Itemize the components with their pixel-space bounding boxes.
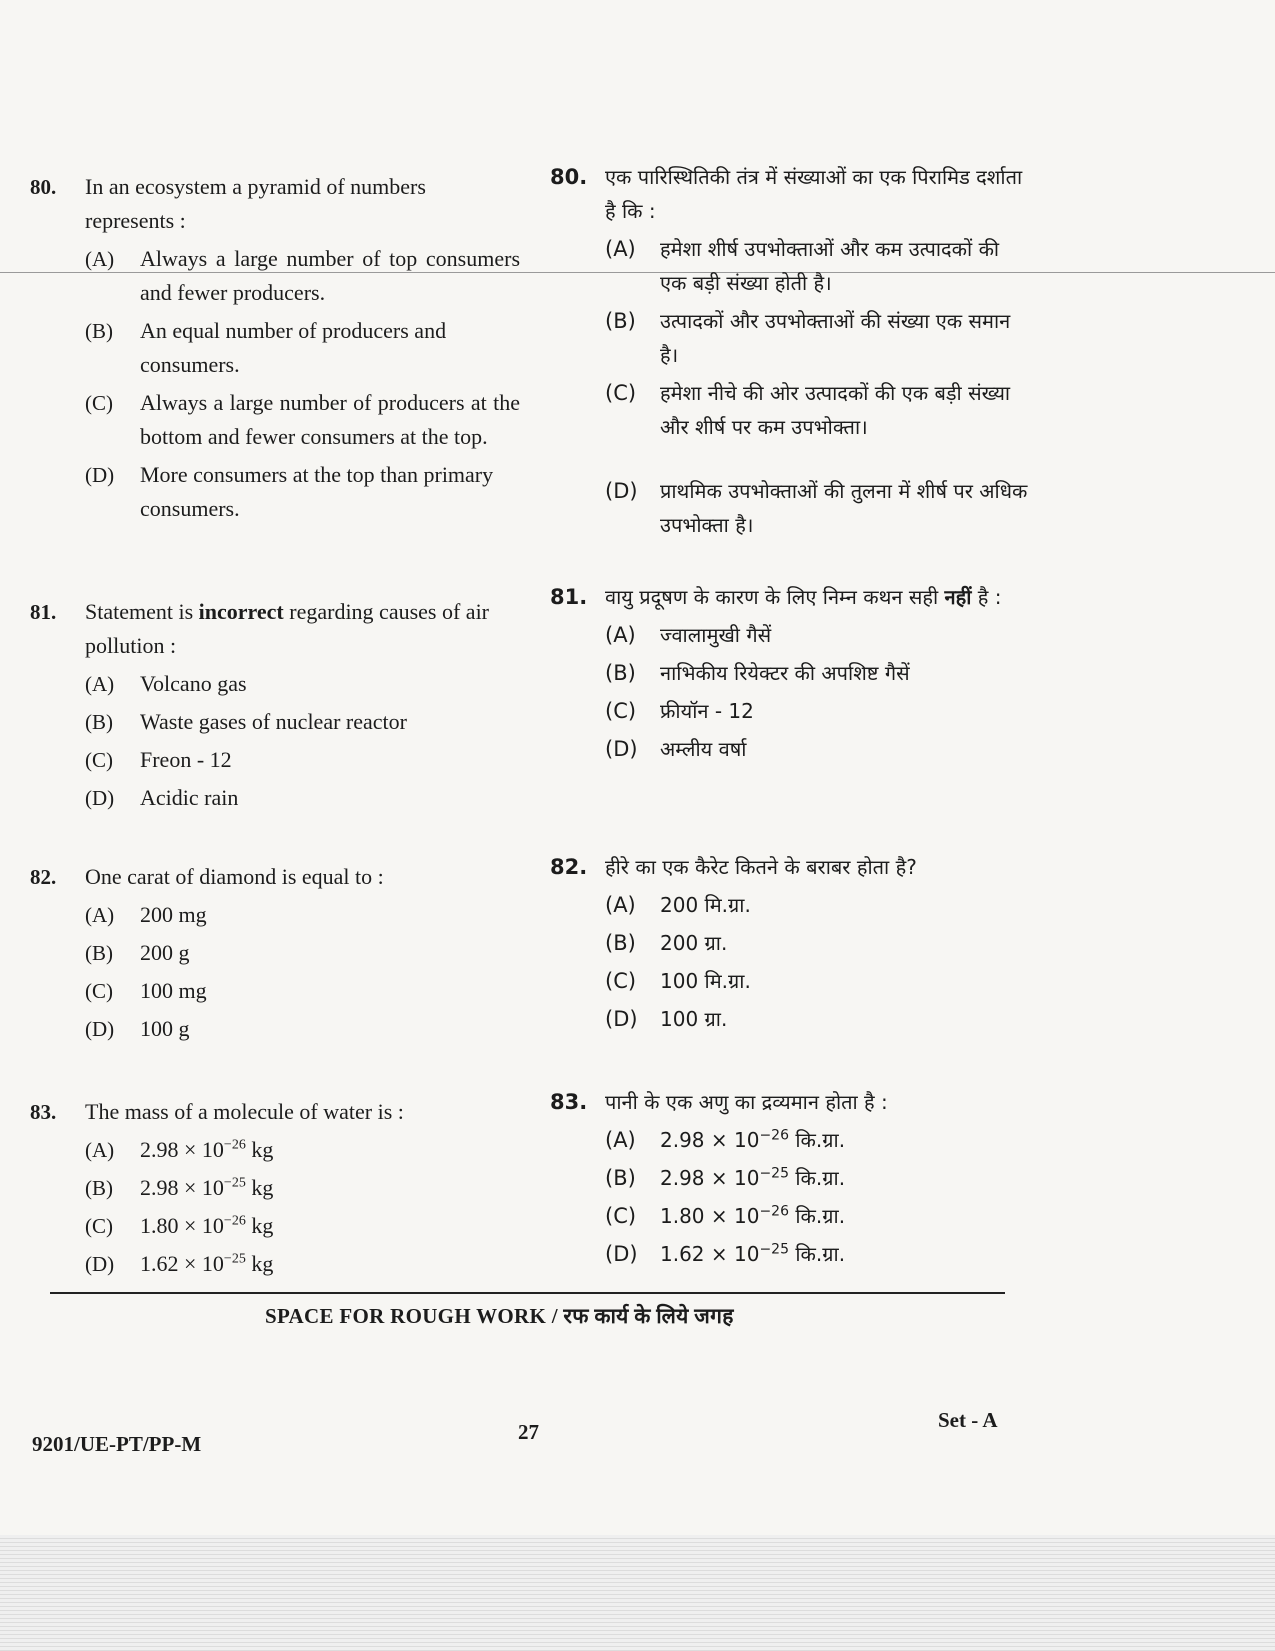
option-b <box>605 656 1030 690</box>
question-81-en <box>30 595 520 815</box>
question-80-en <box>30 170 520 526</box>
option-a <box>605 618 1030 652</box>
value-base: 2.98 × 10 <box>140 1137 224 1162</box>
value-base: 1.62 × 10 <box>140 1251 224 1276</box>
option-c <box>605 694 1030 728</box>
question-number: 82. <box>30 865 57 889</box>
option-d <box>85 1012 520 1046</box>
option-label: (C) <box>85 1214 113 1238</box>
option-b <box>85 705 520 739</box>
option-d <box>605 1237 1030 1271</box>
option-label: (B) <box>605 1166 636 1190</box>
option-c <box>605 376 1030 444</box>
option-label: (A) <box>85 672 115 696</box>
question-text-part: है : <box>971 585 1002 609</box>
value-exponent: −25 <box>759 1165 789 1182</box>
option-label: (D) <box>85 463 115 487</box>
option-c <box>85 743 520 777</box>
option-text: हमेशा नीचे की ओर उत्पादकों की एक बड़ी संख्या और शीर्ष पर कम उपभोक्ता। <box>660 381 1011 439</box>
question-text-part: Statement is <box>85 599 199 624</box>
option-text <box>660 1237 1030 1271</box>
option-label: (D) <box>85 1252 115 1276</box>
value-unit: kg <box>245 1251 274 1276</box>
option-label: (A) <box>605 1128 636 1152</box>
option-text: 100 ग्रा. <box>660 1007 728 1031</box>
option-a <box>85 1133 520 1167</box>
option-c <box>85 386 520 454</box>
value-exponent: −26 <box>223 1213 246 1229</box>
question-text <box>605 580 1030 614</box>
question-number: 80. <box>550 165 588 189</box>
rough-work-label: SPACE FOR ROUGH WORK / रफ कार्य के लिये जगह <box>265 1304 734 1328</box>
option-text: 200 मि.ग्रा. <box>660 893 751 917</box>
option-label: (D) <box>605 479 638 503</box>
option-text: प्राथमिक उपभोक्ताओं की तुलना में शीर्ष पर अधिक उपभोक्ता है। <box>660 479 1028 537</box>
question-83-hi <box>550 1085 1030 1271</box>
option-b <box>605 926 1030 960</box>
option-label: (D) <box>85 786 115 810</box>
option-c <box>605 1199 1030 1233</box>
scan-bottom-edge <box>0 1535 1275 1651</box>
value-unit: कि.ग्रा. <box>789 1166 846 1190</box>
question-80-hi <box>550 160 1030 542</box>
option-label: (A) <box>605 623 636 647</box>
question-text-emphasis: नहीं <box>944 585 972 609</box>
option-text: 200 g <box>140 940 190 965</box>
option-text: Always a large number of producers at the bottom and fewer consumers at the top. <box>140 390 520 449</box>
option-label: (B) <box>605 661 636 685</box>
value-base: 1.80 × 10 <box>140 1213 224 1238</box>
option-label: (C) <box>85 748 113 772</box>
option-text <box>660 1199 1030 1233</box>
paper-code: 9201/UE-PT/PP-M <box>32 1432 202 1456</box>
option-label: (D) <box>605 1242 638 1266</box>
option-text <box>660 1161 1030 1195</box>
option-label: (D) <box>605 737 638 761</box>
option-text: 100 मि.ग्रा. <box>660 969 751 993</box>
option-text: More consumers at the top than primary consumers. <box>140 462 494 521</box>
question-82-hi <box>550 850 1030 1036</box>
option-text: Acidic rain <box>140 785 239 810</box>
value-unit: कि.ग्रा. <box>789 1242 846 1266</box>
set-label: Set - A <box>938 1408 998 1432</box>
value-exponent: −25 <box>223 1251 246 1267</box>
option-label: (D) <box>85 1017 115 1041</box>
option-b <box>85 1171 520 1205</box>
option-a <box>605 1123 1030 1157</box>
question-number: 81. <box>550 585 588 609</box>
option-label: (C) <box>605 699 637 723</box>
question-text: The mass of a molecule of water is : <box>85 1099 404 1124</box>
option-d <box>605 1002 1030 1036</box>
option-text <box>140 1171 520 1205</box>
option-label: (B) <box>85 710 113 734</box>
option-text <box>140 1133 520 1167</box>
option-label: (C) <box>605 1204 637 1228</box>
option-text: 100 mg <box>140 978 207 1003</box>
question-83-en <box>30 1095 520 1281</box>
value-base: 2.98 × 10 <box>140 1175 224 1200</box>
question-text: एक पारिस्थितिकी तंत्र में संख्याओं का एक पिरामिड दर्शाता है कि : <box>605 165 1023 223</box>
option-b <box>85 936 520 970</box>
question-number: 81. <box>30 600 57 624</box>
question-81-hi <box>550 580 1030 766</box>
value-unit: कि.ग्रा. <box>789 1204 846 1228</box>
question-82-en <box>30 860 520 1046</box>
option-text: Freon - 12 <box>140 747 232 772</box>
option-label: (C) <box>85 979 113 1003</box>
rough-work-divider <box>50 1292 1005 1294</box>
value-unit: kg <box>245 1175 274 1200</box>
option-label: (C) <box>85 391 113 415</box>
value-base: 1.80 × 10 <box>660 1204 760 1228</box>
option-label: (A) <box>605 237 636 261</box>
question-number: 83. <box>30 1100 57 1124</box>
value-unit: kg <box>245 1137 274 1162</box>
option-text: ज्वालामुखी गैसें <box>660 623 772 647</box>
value-exponent: −26 <box>759 1127 789 1144</box>
question-number: 83. <box>550 1090 588 1114</box>
option-label: (C) <box>605 381 637 405</box>
option-b <box>605 1161 1030 1195</box>
option-c <box>605 964 1030 998</box>
option-text <box>140 1247 520 1281</box>
option-text: हमेशा शीर्ष उपभोक्ताओं और कम उत्पादकों की एक बड़ी संख्या होती है। <box>660 237 1000 295</box>
option-a <box>85 667 520 701</box>
value-base: 2.98 × 10 <box>660 1166 760 1190</box>
option-label: (A) <box>85 903 115 927</box>
page-number: 27 <box>518 1420 539 1444</box>
option-text: An equal number of producers and consumers. <box>140 318 447 377</box>
option-text: 200 mg <box>140 902 207 927</box>
option-text: 200 ग्रा. <box>660 931 728 955</box>
option-label: (B) <box>85 1176 113 1200</box>
question-text-emphasis: incorrect <box>198 599 284 624</box>
option-d <box>605 732 1030 766</box>
question-text: पानी के एक अणु का द्रव्यमान होता है : <box>605 1090 888 1114</box>
option-label: (C) <box>605 969 637 993</box>
option-d <box>85 781 520 815</box>
option-text <box>660 1123 1030 1157</box>
option-text: Volcano gas <box>140 671 247 696</box>
option-d <box>605 474 1030 542</box>
option-text: फ्रीयॉन - 12 <box>660 699 754 723</box>
option-text: Waste gases of nuclear reactor <box>140 709 407 734</box>
value-exponent: −26 <box>759 1203 789 1220</box>
option-label: (A) <box>85 247 115 271</box>
option-a <box>605 232 1030 300</box>
option-label: (D) <box>605 1007 638 1031</box>
question-text-part: regarding causes of air pollution : <box>85 599 490 658</box>
value-exponent: −25 <box>223 1175 246 1191</box>
option-text: Always a large number of top consumers and fewer producers. <box>140 246 520 305</box>
option-a <box>85 898 520 932</box>
value-base: 1.62 × 10 <box>660 1242 760 1266</box>
question-text <box>85 595 520 663</box>
option-a <box>85 242 520 310</box>
question-text: One carat of diamond is equal to : <box>85 864 384 889</box>
option-label: (A) <box>85 1138 115 1162</box>
option-label: (B) <box>605 931 636 955</box>
option-d <box>85 1247 520 1281</box>
question-text-part: वायु प्रदूषण के कारण के लिए निम्न कथन सही <box>605 585 945 609</box>
option-label: (B) <box>85 319 113 343</box>
option-c <box>85 1209 520 1243</box>
option-text <box>140 1209 520 1243</box>
question-number: 80. <box>30 175 57 199</box>
option-b <box>85 314 520 382</box>
value-unit: कि.ग्रा. <box>789 1128 846 1152</box>
option-text: 100 g <box>140 1016 190 1041</box>
value-exponent: −26 <box>223 1137 246 1153</box>
option-a <box>605 888 1030 922</box>
value-exponent: −25 <box>759 1241 789 1258</box>
option-label: (B) <box>605 309 636 333</box>
question-text: हीरे का एक कैरेट कितने के बराबर होता है? <box>605 855 917 879</box>
option-d <box>85 458 520 526</box>
option-text: अम्लीय वर्षा <box>660 737 747 761</box>
question-number: 82. <box>550 855 588 879</box>
value-base: 2.98 × 10 <box>660 1128 760 1152</box>
option-text: नाभिकीय रियेक्टर की अपशिष्ट गैसें <box>660 661 910 685</box>
option-label: (B) <box>85 941 113 965</box>
option-b <box>605 304 1030 372</box>
option-c <box>85 974 520 1008</box>
option-text: उत्पादकों और उपभोक्ताओं की संख्या एक समान है। <box>660 309 1011 367</box>
option-label: (A) <box>605 893 636 917</box>
question-text: In an ecosystem a pyramid of numbers represents : <box>85 174 426 233</box>
value-unit: kg <box>245 1213 274 1238</box>
